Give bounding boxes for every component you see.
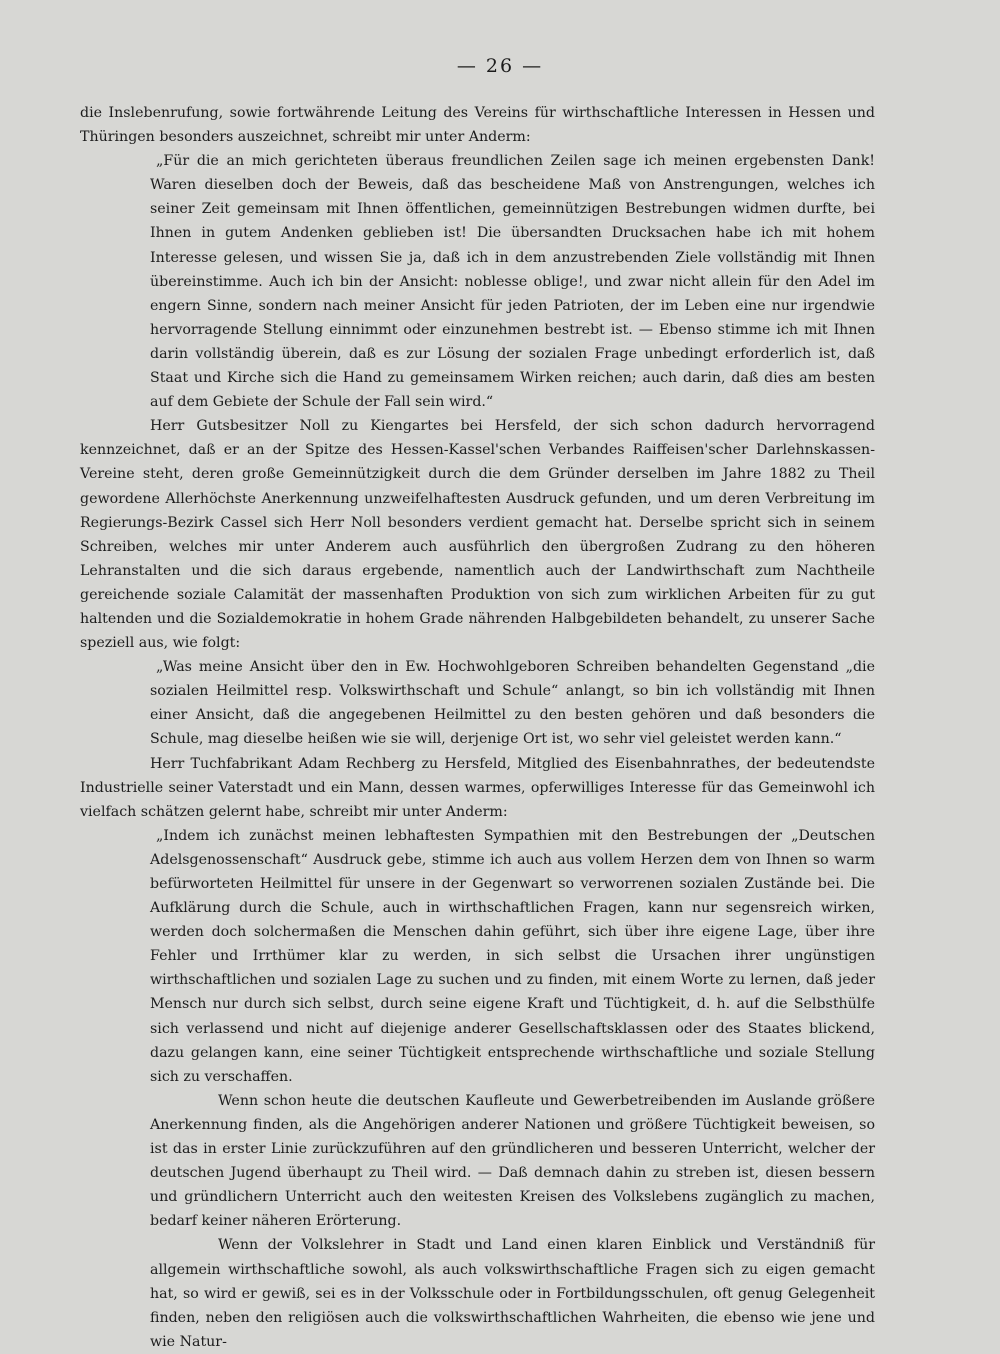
paragraph: Herr Gutsbesitzer Noll zu Kiengartes bei Hersfeld, der sich schon dadurch hervorragend kennzeichnet, daß er an der Spitze des Hessen-Kassel'schen Verbandes Raiffeisen'scher Darlehnskassen-Vereine steht, deren große Gemeinnützigkeit durch die dem Gründer derselben im Jahre 1882 zu Theil gewordene Allerhöchste Anerkennung unzweifelhaftesten Ausdruck gefunden, und um deren Verbreitung im Regierungs-Bezirk Cassel sich Herr Noll besonders verdient gemacht hat. Derselbe spricht sich in seinem Schreiben, welches mir unter Anderem auch ausführlich den übergroßen Zudrang zu den höheren Lehranstalten und die sich daraus ergebende, namentlich auch der Landwirthschaft zum Nachtheile gereichende soziale Calamität der massenhaften Produktion von sich zum wirklichen Arbeiten für zu gut haltenden und die Sozialdemokratie in hohem Grade nährenden Halbgebildeten behandelt, zu unserer Sache speziell aus, wie folgt:: [80, 418, 875, 652]
quote-paragraph: „Was meine Ansicht über den in Ew. Hochwohlgeboren Schreiben behandelten Gegenstand „die sozialen Heilmittel resp. Volkswirthschaft und Schule“ anlangt, so bin ich vollständig mit Ihnen einer Ansicht, daß die angegebenen Heilmittel zu den besten gehören und daß besonders die Schule, mag dieselbe heißen wie sie will, derjenige Ort ist, wo sehr viel geleistet werden kann.“: [150, 659, 875, 748]
paragraph-continuation: die Inslebenrufung, sowie fortwährende Leitung des Vereins für wirthschaftliche Interessen in Hessen und Thüringen besonders auszeichnet, schreibt mir unter Anderm:: [80, 105, 875, 146]
page-number: — 26 —: [456, 55, 544, 77]
paragraph: Herr Tuchfabrikant Adam Rechberg zu Hersfeld, Mitglied des Eisenbahnrathes, der bedeutendste Industrielle seiner Vaterstadt und ein Mann, dessen warmes, opferwilliges Interesse für das Gemeinwohl ich vielfach schätzen gelernt habe, schreibt mir unter Anderm:: [80, 755, 875, 820]
body-text: [80, 101, 875, 1354]
quote-paragraph: „Für die an mich gerichteten überaus freundlichen Zeilen sage ich meinen ergebensten Dank! Waren dieselben doch der Beweis, daß das bescheidene Maß von Anstrengungen, welches ich seiner Zeit gemeinsam mit Ihnen öffentlichen, gemeinnützigen Bestrebungen widmen durfte, bei Ihnen in gutem Andenken geblieben ist! Die übersandten Drucksachen habe ich mit hohem Interesse gelesen, und wissen Sie ja, daß ich in dem anzustrebenden Ziele vollständig mit Ihnen übereinstimme. Auch ich bin der Ansicht: noblesse oblige!, und zwar nicht allein für den Adel im engern Sinne, sondern nach meiner Ansicht für jeden Patrioten, der im Leben eine nur irgendwie hervorragende Stellung einnimmt oder einzunehmen bestrebt ist. — Ebenso stimme ich mit Ihnen darin vollständig überein, daß es zur Lösung der sozialen Frage unbedingt erforderlich ist, daß Staat und Kirche sich die Hand zu gemeinsamem Wirken reichen; auch darin, daß dies am besten auf dem Gebiete der Schule der Fall sein wird.“: [150, 153, 875, 411]
quote-paragraph: Wenn der Volkslehrer in Stadt und Land einen klaren Einblick und Verständniß für allgemein wirthschaftliche sowohl, als auch volkswirthschaftliche Fragen sich zu eigen gemacht hat, so wird er gewiß, sei es in der Volksschule oder in Fortbildungsschulen, oft genug Gelegenheit finden, neben den religiösen auch die volkswirthschaftlichen Wahrheiten, die ebenso wie jene und wie Natur-: [150, 1237, 875, 1350]
quote-paragraph: Wenn schon heute die deutschen Kaufleute und Gewerbetreibenden im Auslande größere Anerkennung finden, als die Angehörigen anderer Nationen und größere Tüchtigkeit beweisen, so ist das in erster Linie zurückzuführen auf den gründlicheren und besseren Unterricht, welcher der deutschen Jugend überhaupt zu Theil wird. — Daß demnach dahin zu streben ist, diesen bessern und gründlichern Unterricht auch den weitesten Kreisen des Volkslebens zugänglich zu machen, bedarf keiner näheren Erörterung.: [150, 1092, 875, 1230]
quote-paragraph: „Indem ich zunächst meinen lebhaftesten Sympathien mit den Bestrebungen der „Deutschen Adelsgenossenschaft“ Ausdruck gebe, stimme ich auch aus vollem Herzen dem von Ihnen so warm befürworteten Heilmittel für unsere in der Gegenwart so verworrenen sozialen Zustände bei. Die Aufklärung durch die Schule, auch in wirthschaftlichen Fragen, kann nur segensreich wirken, werden doch solchermaßen die Menschen dahin geführt, sich über ihre eigene Lage, über ihre Fehler und Irrthümer klar zu werden, in sich selbst die Ursachen ihrer ungünstigen wirthschaftlichen und sozialen Lage zu suchen und zu finden, mit einem Worte zu lernen, daß jeder Mensch nur durch sich selbst, durch seine eigene Kraft und Tüchtigkeit, d. h. auf die Selbsthülfe sich verlassend und nicht auf diejenige anderer Gesellschaftsklassen oder des Staates blickend, dazu gelangen kann, eine seiner Tüchtigkeit entsprechende wirthschaftliche und soziale Stellung sich zu verschaffen.: [150, 827, 875, 1085]
